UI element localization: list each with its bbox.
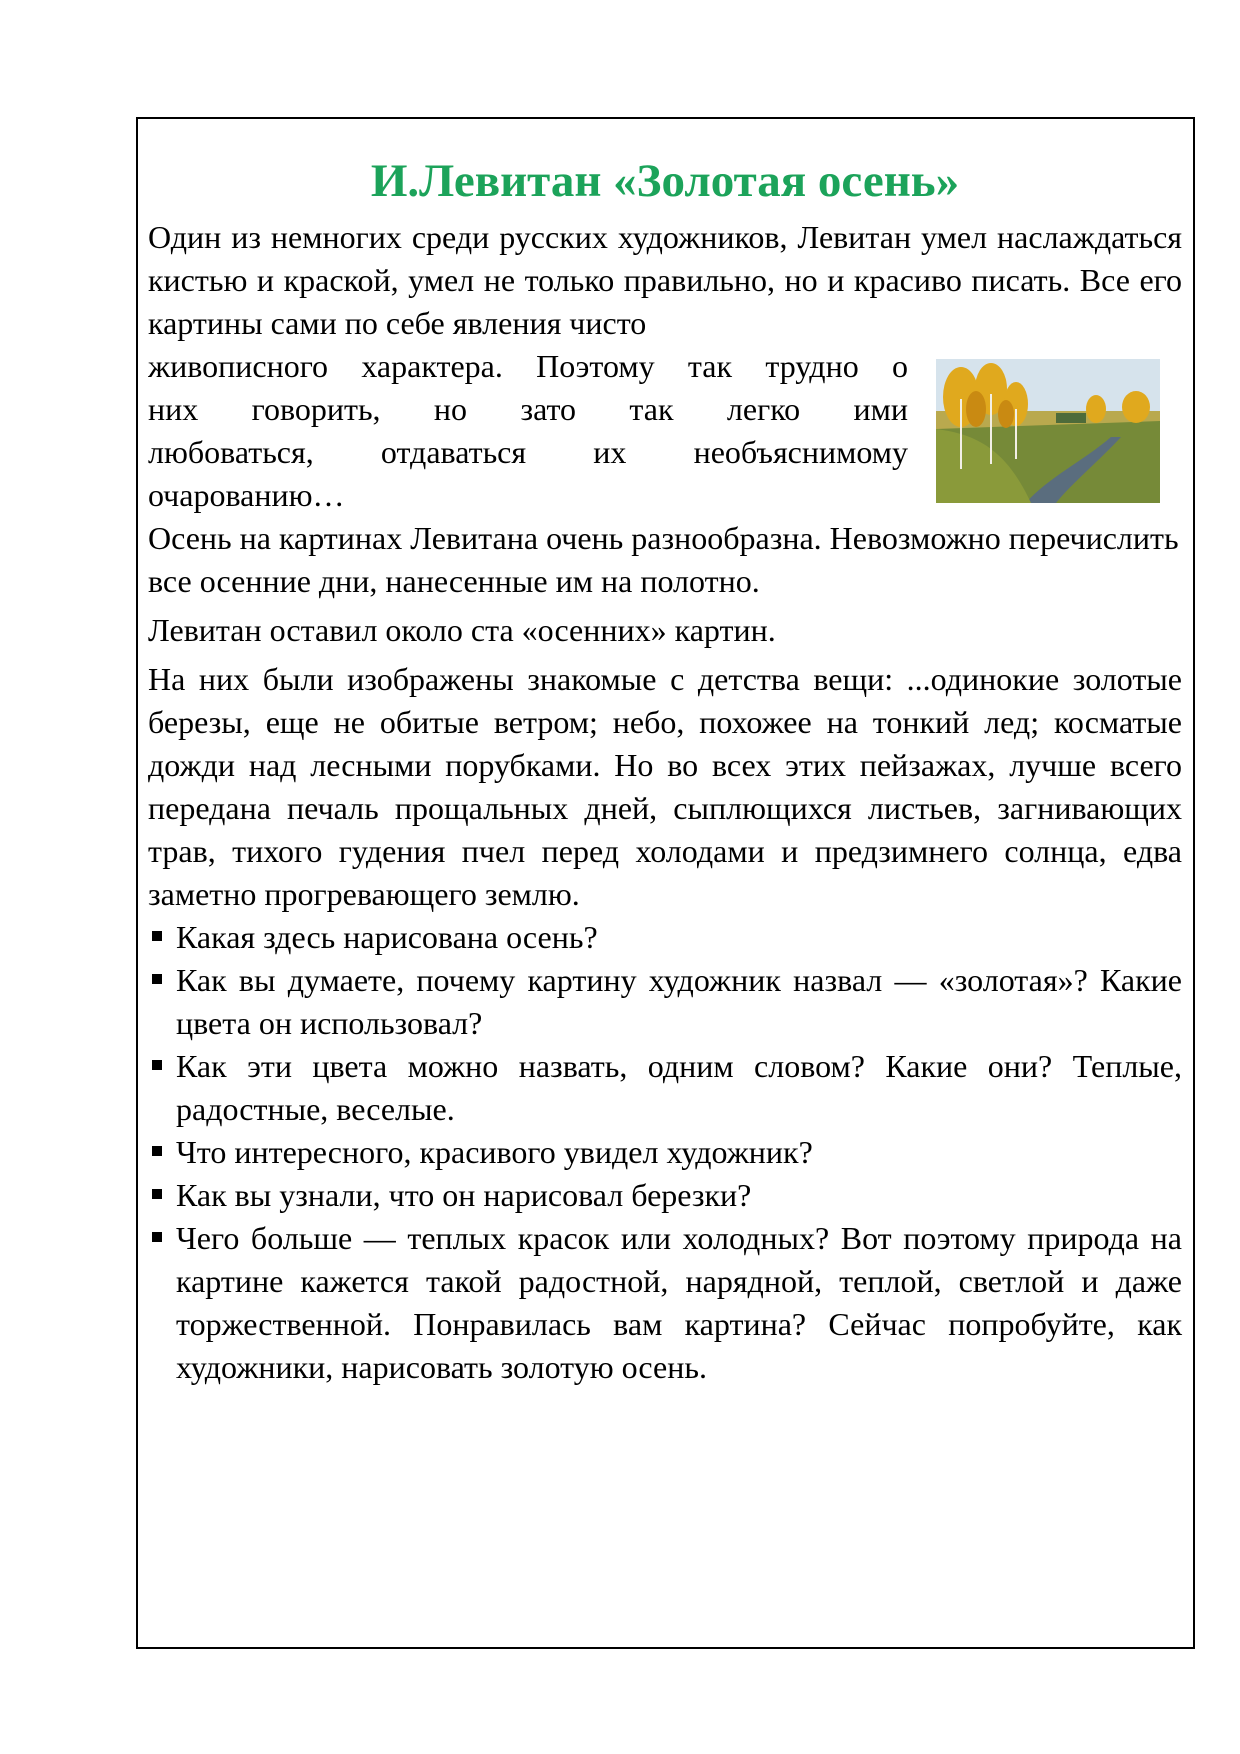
intro-line-1: живописного характера. Поэтому так трудно о (148, 348, 908, 384)
square-bullet-icon (152, 1189, 162, 1199)
intro-paragraph-top: Один из немногих среди русских художников, Левитан умел наслаждаться кистью и краской, умел не только правильно, но и красиво писать. Все его картины сами по себе явления чисто (148, 219, 1182, 341)
question-item: Как эти цвета можно назвать, одним словом? Какие они? Теплые, радостные, веселые. (148, 1045, 1182, 1131)
paragraph-variety: Осень на картинах Левитана очень разнообразна. Невозможно перечислить все осенние дни, нанесенные им на полотно. (148, 520, 1179, 599)
question-item: Какая здесь нарисована осень? (148, 916, 1182, 959)
question-item: Что интересного, красивого увидел художник? (148, 1131, 1182, 1174)
question-list (148, 916, 1182, 1389)
intro-line-3: любоваться, отдаваться их необъяснимому (148, 434, 908, 470)
paragraph-description: На них были изображены знакомые с детства вещи: ...одинокие золотые березы, еще не обитые ветром; небо, похожее на тонкий лед; косматые дожди над лесными порубками. Но во всех этих пейзажах, лучше всего передана печаль прощальных дней, сыплющихся листьев, загнивающих трав, тихого гудения пчел перед холодами и предзимнего солнца, едва заметно прогревающего землю. (148, 661, 1182, 912)
square-bullet-icon (152, 1146, 162, 1156)
intro-wrapped-text (148, 345, 908, 517)
paragraph-count: Левитан оставил около ста «осенних» картин. (148, 612, 776, 648)
square-bullet-icon (152, 1232, 162, 1242)
intro-line-4: очарованию… (148, 477, 345, 513)
question-item: Как вы думаете, почему картину художник назвал — «золотая»? Какие цвета он использовал? (148, 959, 1182, 1045)
golden-autumn-painting-image (936, 359, 1160, 503)
intro-line-2: них говорить, но зато так легко ими (148, 391, 908, 427)
intro-with-image (148, 345, 1182, 517)
document-body (148, 150, 1182, 1389)
square-bullet-icon (152, 931, 162, 941)
question-item: Чего больше — теплых красок или холодных? Вот поэтому природа на картине кажется такой радостной, нарядной, теплой, светлой и даже торжественной. Понравилась вам картина? Сейчас попробуйте, как художники, нарисовать золотую осень. (148, 1217, 1182, 1389)
square-bullet-icon (152, 1060, 162, 1070)
square-bullet-icon (152, 974, 162, 984)
question-item: Как вы узнали, что он нарисовал березки? (148, 1174, 1182, 1217)
page-title: И.Левитан «Золотая осень» (370, 155, 960, 207)
